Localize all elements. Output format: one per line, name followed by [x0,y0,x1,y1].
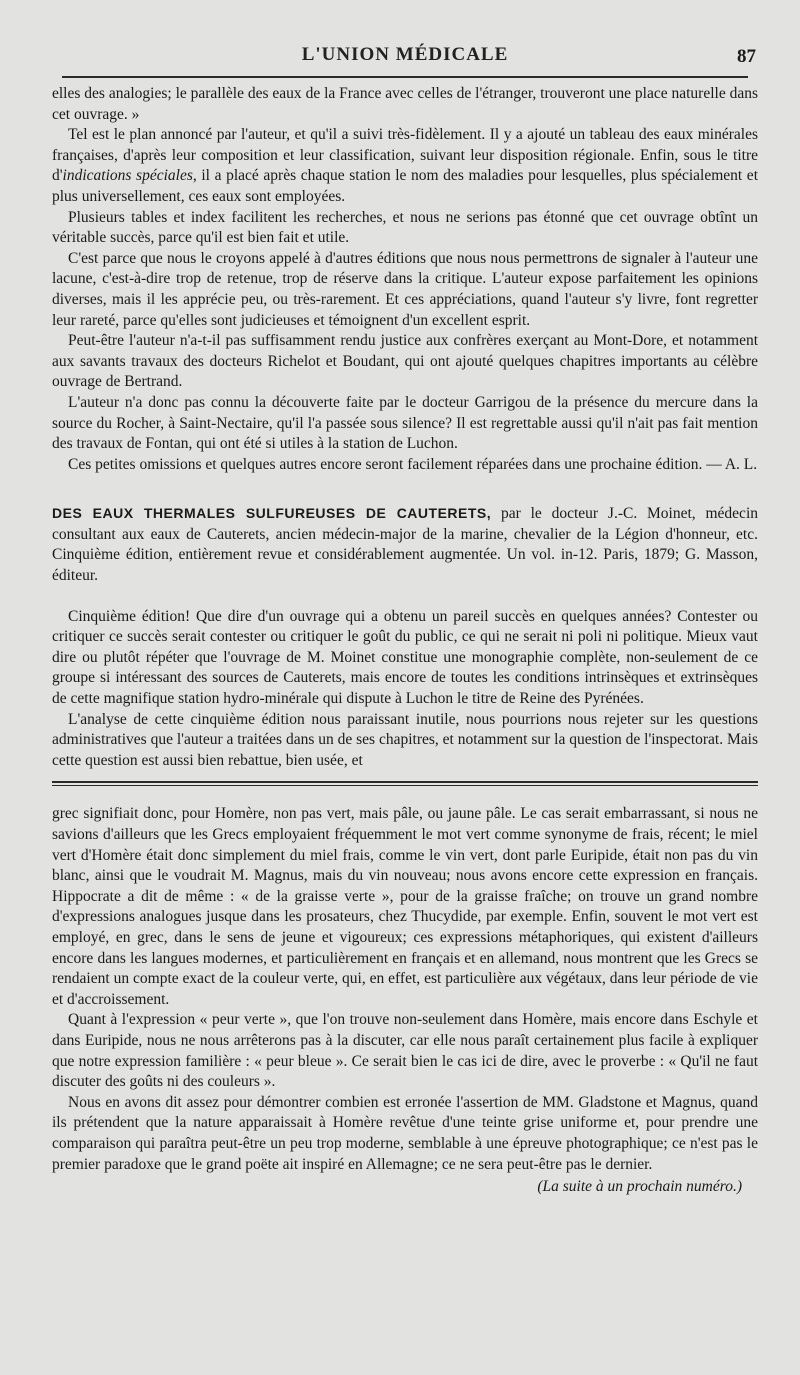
paragraph: C'est parce que nous le croyons appelé à d'autres éditions que nous nous permettrons de signaler à l'auteur une lacune, c'est-à-dire trop de retenue, trop de réserve dans la critique. L'auteur expose parfaitement les opinions diverses, mais il les apprécie peu, ou très-rarement. Et ces appréciations, quand l'auteur s'y livre, font regretter leur rareté, parce qu'elles sont judicieuses et témoignent d'un excellent esprit. [52,249,758,329]
paragraph: Ces petites omissions et quelques autres encore seront facilement réparées dans une prochaine édition. — A. L. [68,455,758,473]
paragraph: grec signifiait donc, pour Homère, non pas vert, mais pâle, ou jaune pâle. Le cas serait embarrassant, si nous ne savions d'ailleurs que les Grecs employaient fréquemment le mot vert comme synonyme de frais, récent; le miel vert d'Homère était donc simplement du miel frais, comme le vin vert, dont parle Euripide, était non pas du vin blanc, ainsi que le voudrait M. Magnus, mais du vin nouveau; nous avons encore cette expression en français. Hippocrate a dit de même : « de la graisse verte », pour de la graisse fraîche; on trouve un grand nombre d'expressions analogues jusque dans les prosateurs, chez Thucydide, par exemple. Enfin, souvent le mot vert est employé, en grec, dans le sens de jeune et vigoureux; ces expressions métaphoriques, qui existent d'ailleurs encore dans les langues modernes, et particulièrement en français et en allemand, nous montrent que les Grecs se rendaient un compte exact de la couleur verte, qui, en effet, est particulière aux végétaux, dans leur période de vie et d'accroissement. [52,805,758,1008]
page-number: 87 [737,46,756,67]
header-rule [62,76,748,78]
review-heading [52,503,758,586]
paragraph: Quant à l'expression « peur verte », que l'on trouve non-seulement dans Homère, mais encore dans Eschyle et dans Euripide, nous ne nous arrêterons pas à la discuter, car elle nous paraît certainement plus facile à expliquer que notre expression familière : « peur bleue ». Ce serait bien le cas ici de dire, avec le proverbe : « Qu'il ne faut discuter des goûts ni des couleurs ». [52,1011,758,1091]
feuilleton-separator [52,781,758,786]
text-span: , il a placé après chaque station le nom des maladies pour lesquelles, plus spécialement et plus universellement, ces eaux sont employées. [52,167,758,205]
paragraph: L'analyse de cette cinquième édition nous paraissant inutile, nous pourrions nous rejeter sur les questions administratives que l'auteur a traitées dans un de ses chapitres, et notamment sur la question de l'inspectorat. Mais cette question est aussi bien rebattue, bien usée, et [52,710,758,769]
review-title: DES EAUX THERMALES SULFUREUSES DE CAUTERETS, [52,505,492,522]
book-review-continuation [52,84,758,475]
paragraph: Plusieurs tables et index facilitent les recherches, et nous ne serions pas étonné que cet ouvrage obtînt un véritable succès, parce qu'il est bien fait et utile. [52,208,758,247]
paragraph: Nous en avons dit assez pour démontrer combien est erronée l'assertion de MM. Gladstone et Magnus, quand ils prétendent que la nature apparaissait à Homère revêtue d'une teinte grise uniforme et, pour prendre une comparaison qui paraîtra peut-être un peu trop moderne, semblable à une épreuve photographique; ce n'est pas le premier paradoxe que le grand poëte ait inspiré en Allemagne; ce ne sera peut-être pas le dernier. [52,1093,758,1173]
paragraph: Cinquième édition! Que dire d'un ouvrage qui a obtenu un pareil succès en quelques années? Contester ou critiquer ce succès serait contester ou critiquer le goût du public, ce qui ne serait ni poli ni politique. Mieux vaut dire ou plutôt répéter que l'ouvrage de M. Moinet constitue une monographie complète, non-seulement de ce groupe si intéressant des sources de Cauterets, mais encore de toutes les conditions intrinsèques et extrinsèques de cette magnifique station hydro-minérale qui dispute à Luchon le titre de Reine des Pyrénées. [52,607,758,708]
review-citation: par le docteur J.-C. Moinet, médecin consultant aux eaux de Cauterets, ancien médecin-major de la marine, chevalier de la Légion d'honneur, etc. Cinquième édition, entièrement revue et considérablement augmentée. Un vol. in-12. Paris, 1879; G. Masson, éditeur. [52,505,758,585]
paragraph: Peut-être l'auteur n'a-t-il pas suffisamment rendu justice aux confrères exerçant au Mont-Dore, et notamment aux savants travaux des docteurs Richelot et Boudant, qui ont ajouté quelques chapitres importants au célèbre ouvrage de Bertrand. [52,332,758,391]
feuilleton [52,804,758,1197]
page-header [52,40,758,72]
paragraph: elles des analogies; le parallèle des eaux de la France avec celles de l'étranger, trouveront une place naturelle dans cet ouvrage. » [52,85,758,123]
paragraph: L'auteur n'a donc pas connu la découverte faite par le docteur Garrigou de la présence du mercure dans la source du Rocher, à Saint-Nectaire, qu'il l'a passée sous silence? Il est regrettable aussi qu'il n'ait pas fait mention des travaux de Fontan, qui ont été si utiles à la station de Luchon. [52,393,758,453]
review-body [52,607,758,772]
text-span: Tel est le plan annoncé par l'auteur, et qu'il a suivi très-fidèlement. Il y a ajouté un tableau des eaux minérales françaises, d'après leur composition et leur classification, suivant leur disposition régionale. Enfin, sous le titre d' [52,126,758,185]
running-title: L'UNION MÉDICALE [301,44,509,65]
paragraph [52,125,758,207]
continued-note: (La suite à un prochain numéro.) [537,1178,742,1196]
italic-term: indications spéciales [62,167,193,185]
